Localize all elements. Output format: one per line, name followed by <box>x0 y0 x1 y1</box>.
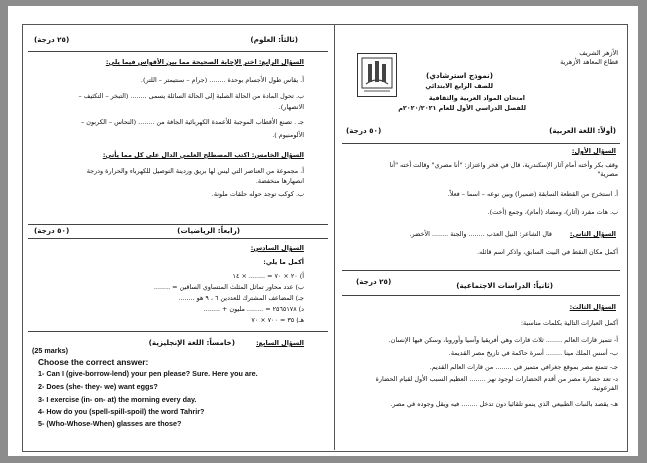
arabic-marks: (٥٠ درجة) <box>346 126 382 135</box>
math-marks: (٥٠ درجة) <box>34 226 70 235</box>
q5-title: السؤال الخامس: اكتب المصطلح العلمي الدال على كل مما يأتي: <box>102 151 304 159</box>
q5-item-a: أ. مجموعة من العناصر التي ليس لها بريق وردينة التوصيل للكهرباء والحرارة ودرجة <box>86 167 304 175</box>
q6-item-a: أ) ٢٠ × ٧٠ = ........ × ١٤ <box>232 272 304 280</box>
q5-item-b: ب. كوكب توجد حوله حلقات ملونة. <box>211 190 304 198</box>
separator <box>28 238 328 239</box>
model-title: (نموذج استرشادي) <box>426 71 493 80</box>
social-marks: (٢٥ درجة) <box>356 277 392 286</box>
english-item-5: 5- (Who-Whose-When) glasses are those? <box>38 419 182 428</box>
org-line2: قطاع المعاهد الأزهرية <box>560 58 618 66</box>
q1-passage-line2: مصرية" <box>597 170 618 178</box>
exam-title: امتحان المواد العربية والثقافية <box>428 94 525 102</box>
q6-item-d: د) ٢٥٦٥١٧٨ = ........ مليون + ........ <box>203 305 304 313</box>
english-item-4: 4- How do you (spell-spill-spoil) the word Tahrir? <box>38 407 205 416</box>
azhar-logo <box>357 53 397 97</box>
q1-item-b: ب. هات مفرد (آثار)، ومضاد (أمام)، وجمع (أخت). <box>487 208 618 216</box>
separator <box>342 295 620 296</box>
q4-item-a: أ. يقاس طول الأجسام بوحدة ........ (جرام – سنتيمتر – اللتر). <box>140 76 304 84</box>
english-item-3: 3- I exercise (in- on- at) the morning every day. <box>38 395 197 404</box>
q6-item-e: هـ) ٣٥ = ٧٠٠ × ٧٠ <box>251 316 304 324</box>
exam-page <box>8 6 638 456</box>
q6-title: السؤال السادس: <box>250 244 304 252</box>
q2-verse: قال الشاعر: النيل العذب ........ والجنة ........ الأخضر. <box>409 230 552 238</box>
separator <box>28 224 328 225</box>
q7-title: السؤال السابع: <box>256 339 304 347</box>
column-divider <box>334 24 335 450</box>
q3-title: السؤال الثالث: <box>569 303 616 311</box>
q5-item-a-cont: انصهارها منخفضة. <box>255 177 304 185</box>
q2-instruction: أكمل مكان النقط في البيت السابق، واذكر اسم قائله. <box>477 248 618 256</box>
social-item-b: ب- أسس الملك مينا ........ أسرة حاكمة في تاريخ مصر القديمة. <box>448 349 618 357</box>
social-item-a: أ- تتميز قارات العالم ........ ثلاث قارات وهي أفريقيا وآسيا وأوروبا، وسكن فيها الإنسان. <box>388 336 618 344</box>
q4-title: السؤال الرابع: اختر الإجابة الصحيحة مما بين الأقواس فيما يلي: <box>105 58 304 66</box>
separator <box>28 331 328 332</box>
q2-title: السؤال الثاني: <box>569 230 616 238</box>
q6-instruction: أكمل ما يلي: <box>263 258 304 266</box>
math-section-title: (رابعاً: الرياضيات) <box>177 226 240 235</box>
q6-item-b: ب) عدد محاور تماثل المثلث المتساوي الساقين = ........ <box>153 283 304 291</box>
social-item-d-cont: الفرعونية. <box>591 384 618 392</box>
q1-passage-line1: وقف بكر وأخته أمام آثار الإسكندرية، قال في فخر واعتزاز: "أنا مصري" وقالت أخته "أنا <box>389 161 618 169</box>
q4-item-c: جـ . تصنع الأقطاب الموجبة للأعمدة الكهربائية الجافة من ........ (النحاس – الكربون – <box>81 118 304 126</box>
arabic-section-title: (أولاً: اللغة العربية) <box>549 126 616 135</box>
social-instruction: أكمل العبارات التالية بكلمات مناسبة: <box>520 319 618 327</box>
term-label: للفصل الدراسي الأول للعام ٢٠٢٠/٢٠٢١م <box>398 104 526 112</box>
q1-item-a: أ. استخرج من القطعة السابقة (ضميرا) وبين نوعه – اسما – فعلاً. <box>447 190 618 198</box>
social-item-c: جـ- تتمتع مصر بموقع جغرافي متميز في ........ من قارات العالم القديم. <box>429 363 618 371</box>
q1-title: السؤال الأول: <box>571 147 616 155</box>
q4-item-b: ب. تحول المادة من الحالة الصلبة إلى الحالة السائلة يسمى ........ (التبخر – التكثيف – <box>78 92 304 100</box>
english-marks: (25 marks) <box>32 346 68 355</box>
social-item-e: هـ- يقصد بالنبات الطبيعي الذي ينمو تلقائيا دون تدخل ........ فيه ويقل وجوده في مصر. <box>390 400 618 408</box>
social-section-title: (ثانياً: الدراسات الاجتماعية) <box>456 281 553 290</box>
science-marks: (٢٥ درجة) <box>34 35 70 44</box>
english-item-1: 1- Can I (give-borrow-lend) your pen please? Sure. Here you are. <box>38 369 258 378</box>
english-item-2: 2- Does (she- they- we) want eggs? <box>38 382 158 391</box>
org-line1: الأزهر الشريف <box>579 49 618 57</box>
separator <box>28 51 328 52</box>
science-section-title: (ثالثاً: العلوم) <box>250 35 298 44</box>
q6-item-c: جـ) المضاعف المشترك للعددين ٦ ، ٩ هو ........ <box>178 294 304 302</box>
grade-label: للصف الرابع الابتدائي <box>425 82 493 90</box>
q4-item-b-cont: الانصهار). <box>278 103 304 111</box>
separator <box>342 270 620 271</box>
separator <box>342 143 620 144</box>
english-section-title: (خامساً: اللغة الإنجليزية) <box>148 338 235 347</box>
social-item-d: د- تعد حضارة مصر من أقدم الحضارات لوجود نهر ........ العظيم السبب الأول لقيام الحضارة <box>375 375 618 383</box>
q4-item-c-cont: الألومنيوم ). <box>272 131 304 139</box>
azhar-emblem-icon <box>358 54 396 96</box>
english-instruction: Choose the correct answer: <box>38 357 149 367</box>
